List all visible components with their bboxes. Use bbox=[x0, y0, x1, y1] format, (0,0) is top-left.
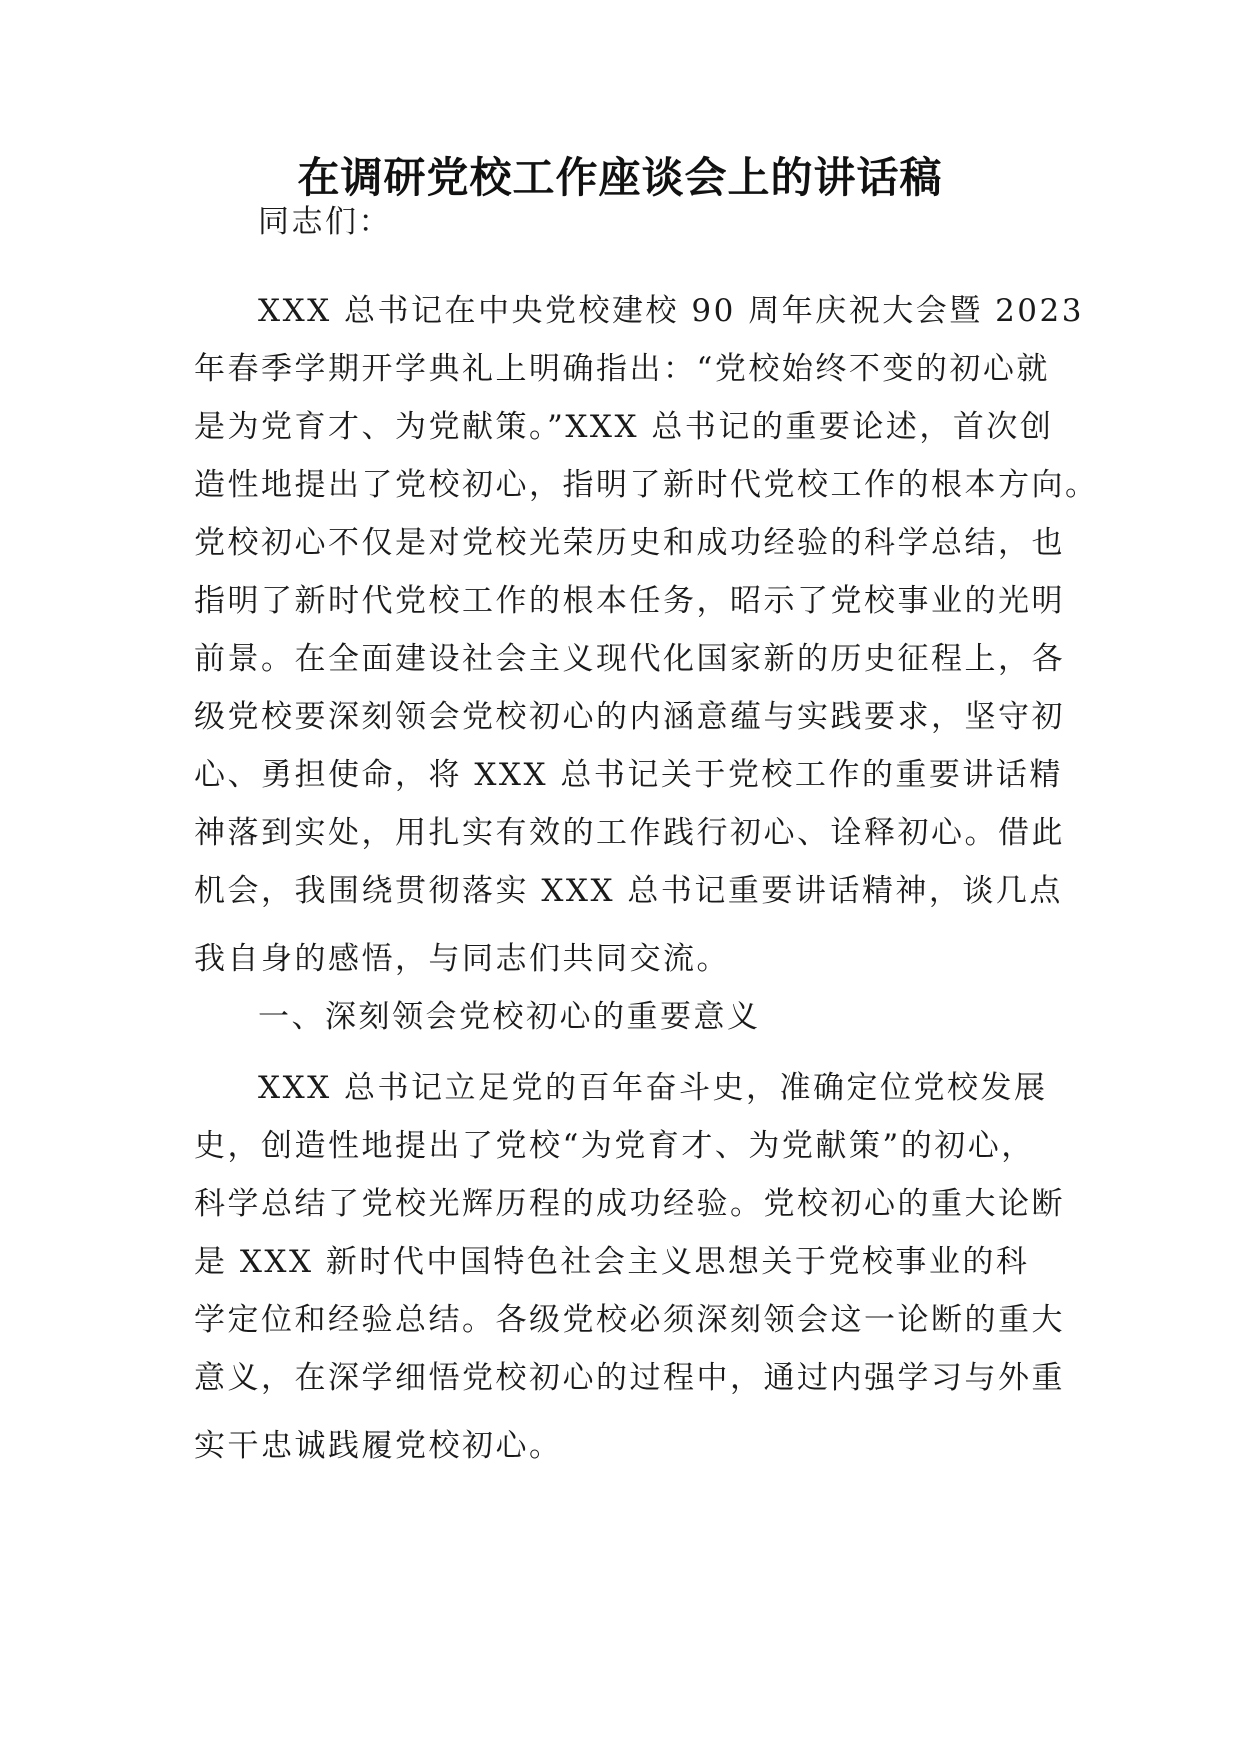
body-line: 神落到实处，用扎实有效的工作践行初心、诠释初心。借此 bbox=[194, 815, 1065, 851]
body-line: 党校初心不仅是对党校光荣历史和成功经验的科学总结，也 bbox=[194, 525, 1065, 561]
body-line: 是为党育才、为党献策。”XXX 总书记的重要论述，首次创 bbox=[194, 409, 1054, 445]
document-title: 在调研党校工作座谈会上的讲话稿 bbox=[297, 153, 943, 202]
body-line: 意义，在深学细悟党校初心的过程中，通过内强学习与外重 bbox=[194, 1360, 1065, 1396]
section-heading: 一、深刻领会党校初心的重要意义 bbox=[258, 999, 761, 1035]
salutation: 同志们： bbox=[258, 204, 392, 240]
body-line: 年春季学期开学典礼上明确指出：“党校始终不变的初心就 bbox=[194, 351, 1050, 387]
body-line: 是 XXX 新时代中国特色社会主义思想关于党校事业的科 bbox=[194, 1244, 1030, 1280]
body-line: 学定位和经验总结。各级党校必须深刻领会这一论断的重大 bbox=[194, 1302, 1065, 1338]
body-line: 指明了新时代党校工作的根本任务，昭示了党校事业的光明 bbox=[194, 583, 1065, 619]
body-line: 机会，我围绕贯彻落实 XXX 总书记重要讲话精神，谈几点 bbox=[194, 873, 1063, 909]
body-line: XXX 总书记立足党的百年奋斗史，准确定位党校发展 bbox=[258, 1070, 1048, 1106]
body-line: 前景。在全面建设社会主义现代化国家新的历史征程上，各 bbox=[194, 641, 1065, 677]
body-line: 我自身的感悟，与同志们共同交流。 bbox=[194, 941, 730, 977]
body-line: 科学总结了党校光辉历程的成功经验。党校初心的重大论断 bbox=[194, 1186, 1065, 1222]
body-line: 心、勇担使命，将 XXX 总书记关于党校工作的重要讲话精 bbox=[194, 757, 1063, 793]
body-line: 造性地提出了党校初心，指明了新时代党校工作的根本方向。 bbox=[194, 467, 1099, 503]
body-line: XXX 总书记在中央党校建校 90 周年庆祝大会暨 2023 bbox=[258, 293, 1084, 329]
body-line: 级党校要深刻领会党校初心的内涵意蕴与实践要求，坚守初 bbox=[194, 699, 1065, 735]
body-line: 史，创造性地提出了党校“为党育才、为党献策”的初心， bbox=[194, 1128, 1035, 1164]
body-line: 实干忠诚践履党校初心。 bbox=[194, 1428, 563, 1464]
